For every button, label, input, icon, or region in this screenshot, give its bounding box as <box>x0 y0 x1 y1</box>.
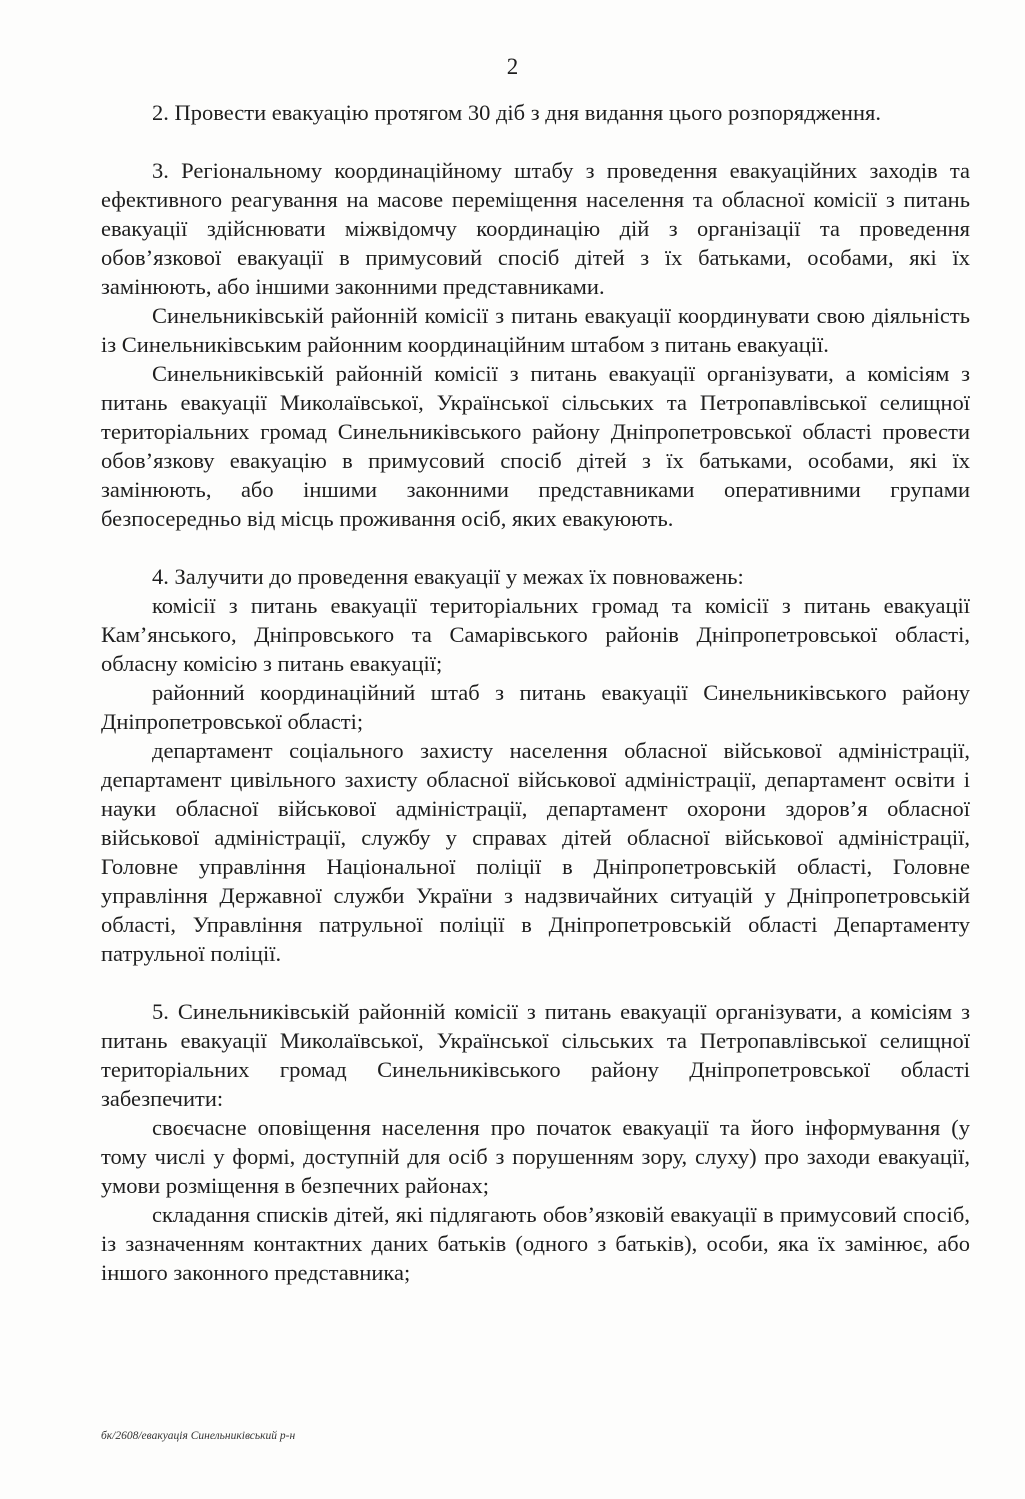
paragraph-item-2: 2. Провести евакуацію протягом 30 діб з дня видання цього розпорядження. <box>152 100 881 125</box>
page-number: 2 <box>506 54 519 79</box>
paragraph-item-5: 5. Синельниківській районній комісії з питань евакуації організувати, а комісіям з питань евакуації Миколаївської, Української сільських та Петропавлівської селищної територіальних громад Синельниківського району Дніпропетровської області забезпечити: <box>101 999 970 1111</box>
paragraph-departments: департамент соціального захисту населення обласної військової адміністрації, департамент цивільного захисту обласної військової адміністрації, департамент освіти і науки обласної військової адміністрації, департамент охорони здоров’я обласної військової адміністрації, службу у справах дітей обласної військової адміністрації, Головне управління Національної поліції в Дніпропетровській області, Головне управління Державної служби України з надзвичайних ситуацій у Дніпропетровській області, Управління патрульної поліції в Дніпропетровській області Департаменту патрульної поліції. <box>101 738 970 966</box>
paragraph-organize-evacuation: Синельниківській районній комісії з питань евакуації організувати, а комісіям з питань евакуації Миколаївської, Української сільських та Петропавлівської селищної територіальних громад Синельниківського району Дніпропетровської області провести обов’язкову евакуацію в примусовий спосіб дітей з їх батьками, особами, які їх замінюють, або іншими законними представниками оперативними групами безпосередньо від місць проживання осіб, яких евакуюють. <box>101 361 970 531</box>
document-body <box>101 98 970 1287</box>
footer-reference: бк/2608/евакуація Синельниківський р-н <box>101 1430 296 1442</box>
paragraph-commissions: комісії з питань евакуації територіальних громад та комісії з питань евакуації Кам’янського, Дніпровського та Самарівського районів Дніпропетровської області, обласну комісію з питань евакуації; <box>101 593 970 676</box>
paragraph-notification: своєчасне оповіщення населення про початок евакуації та його інформування (у тому числі у формі, доступній для осіб з порушенням зору, слуху) про заходи евакуації, умови розміщення в безпечних районах; <box>101 1115 970 1198</box>
paragraph-coordination: Синельниківській районній комісії з питань евакуації координувати свою діяльність із Синельниківським районним координаційним штабом з питань евакуації. <box>101 303 970 357</box>
paragraph-district-headquarters: районний координаційний штаб з питань евакуації Синельниківського району Дніпропетровської області; <box>101 680 970 734</box>
paragraph-lists: складання списків дітей, які підлягають обов’язковій евакуації в примусовий спосіб, із зазначенням контактних даних батьків (одного з батьків), особи, яка їх замінює, або іншого законного представника; <box>101 1202 970 1285</box>
paragraph-item-3: 3. Регіональному координаційному штабу з проведення евакуаційних заходів та ефективного реагування на масове переміщення населення та обласної комісії з питань евакуації здійснювати міжвідомчу координацію дій з організації та проведення обов’язкової евакуації в примусовий спосіб дітей з їх батьками, особами, які їх замінюють, або іншими законними представниками. <box>101 158 970 299</box>
paragraph-item-4: 4. Залучити до проведення евакуації у межах їх повноважень: <box>152 564 744 589</box>
